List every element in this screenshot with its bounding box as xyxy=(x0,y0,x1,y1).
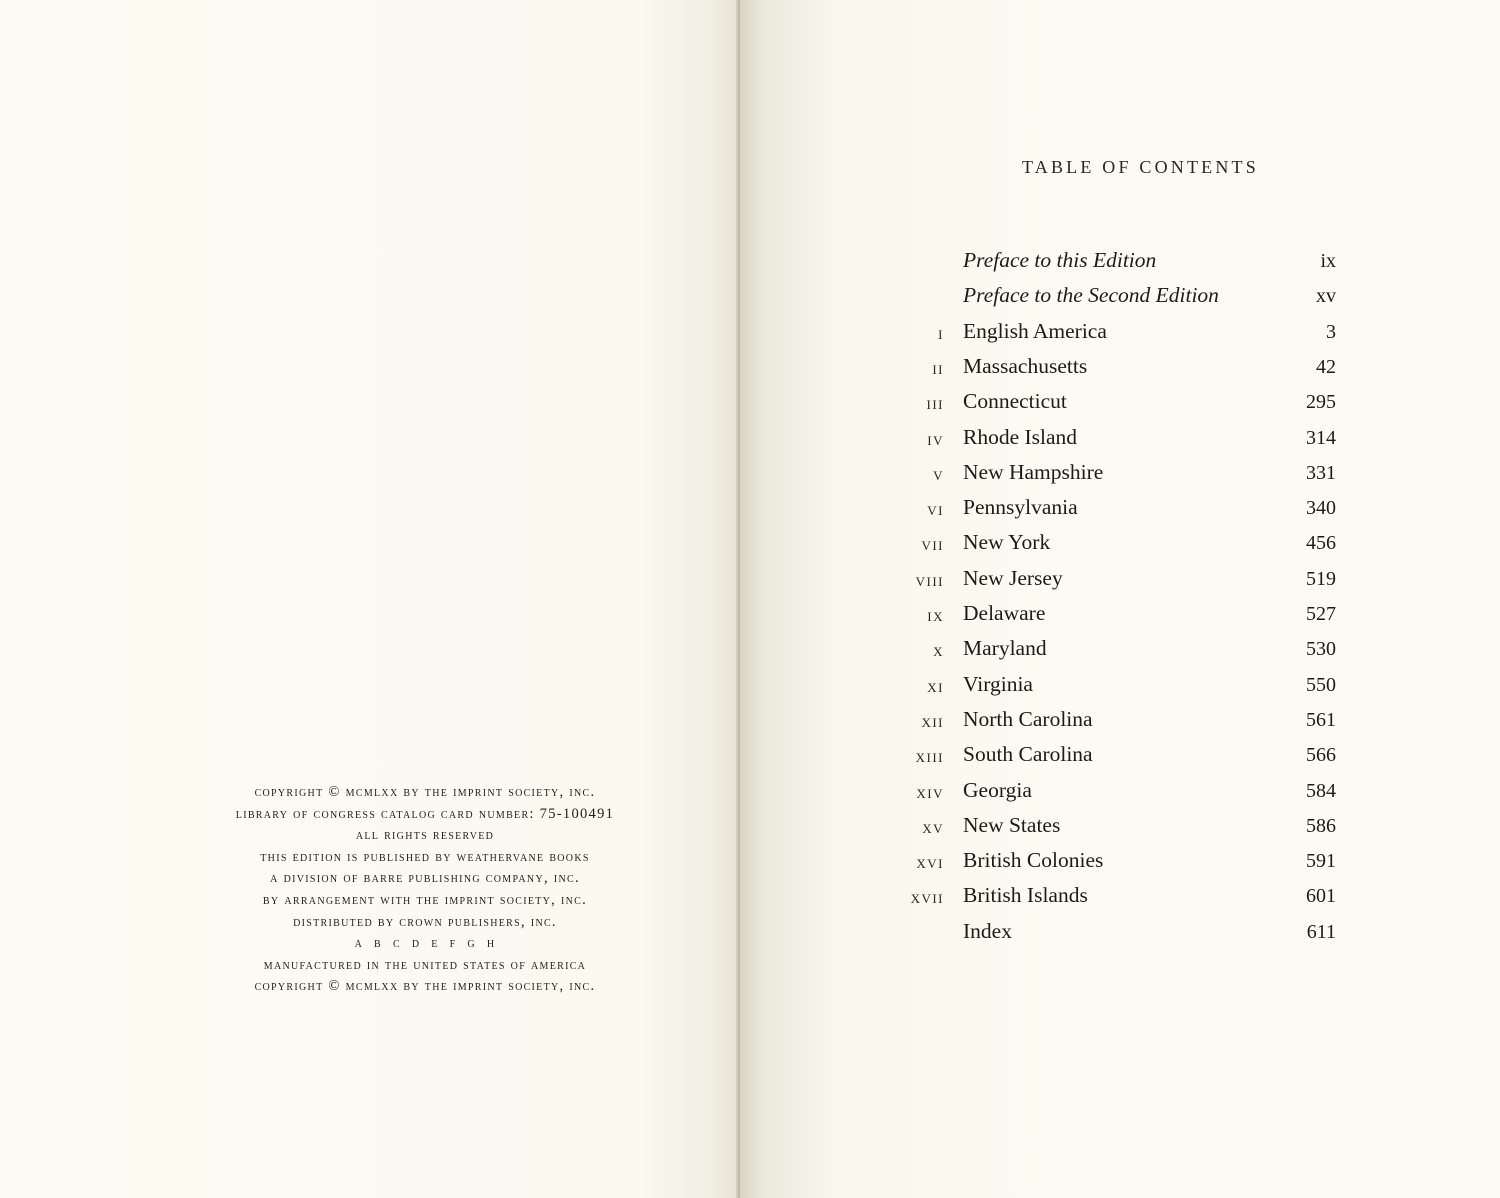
chapter-title: Connecticut xyxy=(963,389,1067,414)
chapter-number: viii xyxy=(915,569,944,590)
toc-entry xyxy=(0,424,1500,463)
chapter-number: vii xyxy=(921,534,944,555)
copyright-line: by arrangement with the imprint society, inc. xyxy=(262,891,588,908)
toc-entry xyxy=(0,636,1500,674)
chapter-number: iv xyxy=(927,428,944,449)
page-number: 586 xyxy=(1306,814,1336,837)
chapter-number: ix xyxy=(927,605,944,625)
chapter-title: New Jersey xyxy=(963,565,1063,590)
chapter-title: Massachusetts xyxy=(963,353,1088,378)
toc-entry xyxy=(0,495,1500,533)
page-number: 566 xyxy=(1306,744,1336,767)
chapter-title: New York xyxy=(963,530,1051,555)
page-number: 561 xyxy=(1306,708,1336,731)
chapter-number: xi xyxy=(927,675,944,696)
page-number: 527 xyxy=(1306,603,1336,625)
page-number: 530 xyxy=(1306,638,1336,661)
copyright-line: copyright © mcmlxx by the imprint society, inc. xyxy=(254,978,596,995)
copyright-line: this edition is published by weathervane books xyxy=(260,848,590,865)
chapter-title: British Islands xyxy=(963,883,1088,908)
page-number: 550 xyxy=(1306,673,1336,696)
toc-entry xyxy=(0,389,1500,427)
toc-entry xyxy=(0,742,1500,780)
chapter-title: Preface to this Edition xyxy=(963,248,1157,272)
chapter-number: v xyxy=(933,463,944,484)
toc-entry xyxy=(0,565,1500,604)
chapter-number: xv xyxy=(922,816,944,837)
page-number: 611 xyxy=(1306,920,1336,943)
toc-entry xyxy=(0,883,1500,921)
copyright-line: a division of barre publishing company, inc. xyxy=(270,870,580,887)
page-number: 331 xyxy=(1306,461,1336,484)
page-number: 3 xyxy=(1326,320,1336,343)
toc-entry xyxy=(0,848,1500,886)
copyright-line: distributed by crown publishers, inc. xyxy=(293,913,557,930)
copyright-line: copyright © mcmlxx by the imprint society, inc. xyxy=(254,784,596,800)
page-number: 601 xyxy=(1306,885,1336,908)
chapter-number: i xyxy=(938,322,944,343)
chapter-number: xiii xyxy=(915,746,944,767)
chapter-number: xiv xyxy=(916,781,944,802)
chapter-title: Pennsylvania xyxy=(963,495,1078,520)
chapter-title: Preface to the Second Edition xyxy=(963,283,1219,308)
page-number: 295 xyxy=(1306,391,1336,414)
chapter-title: North Carolina xyxy=(963,706,1093,731)
chapter-title: Rhode Island xyxy=(963,424,1078,449)
toc-entry xyxy=(0,318,1500,357)
page-number: xv xyxy=(1316,285,1336,308)
chapter-number: xii xyxy=(921,710,944,731)
toc-entry xyxy=(0,530,1500,568)
copyright-line: all rights reserved xyxy=(355,827,495,844)
chapter-number: vi xyxy=(927,499,944,520)
page-number: 456 xyxy=(1306,532,1336,555)
chapter-number: xvii xyxy=(910,887,944,908)
chapter-number: xvi xyxy=(916,852,944,873)
chapter-number: iii xyxy=(926,393,944,414)
toc-entry xyxy=(0,601,1500,639)
copyright-line: library of congress catalog card number: 75-100491 xyxy=(235,805,615,822)
printing-letters: a b c d e f g h xyxy=(354,935,496,952)
chapter-title: English America xyxy=(963,318,1107,343)
chapter-title: Index xyxy=(963,918,1012,943)
toc-entry xyxy=(0,283,1500,321)
toc-entry xyxy=(0,706,1500,745)
page-number: 591 xyxy=(1306,850,1336,873)
chapter-title: New States xyxy=(963,812,1061,837)
page-number: 42 xyxy=(1316,355,1336,378)
toc-entry xyxy=(0,671,1500,710)
chapter-title: Delaware xyxy=(963,601,1046,625)
chapter-title: Maryland xyxy=(963,636,1047,661)
toc-entry xyxy=(0,353,1500,392)
toc-entry xyxy=(0,248,1500,286)
chapter-number: x xyxy=(933,640,944,661)
page-number: 340 xyxy=(1306,497,1336,520)
copyright-line: manufactured in the united states of america xyxy=(263,956,587,973)
page-number: 314 xyxy=(1306,426,1336,449)
page-number: ix xyxy=(1320,250,1336,272)
toc-entry xyxy=(0,459,1500,498)
page-number: 519 xyxy=(1306,567,1336,590)
chapter-title: Virginia xyxy=(963,671,1033,696)
chapter-title: British Colonies xyxy=(963,848,1104,873)
chapter-title: New Hampshire xyxy=(963,459,1104,484)
chapter-number: ii xyxy=(932,357,944,378)
toc-entry xyxy=(0,777,1500,816)
toc-heading: TABLE OF CONTENTS xyxy=(1022,157,1259,177)
page-number: 584 xyxy=(1306,779,1336,802)
chapter-title: Georgia xyxy=(963,777,1032,802)
chapter-title: South Carolina xyxy=(963,742,1093,767)
